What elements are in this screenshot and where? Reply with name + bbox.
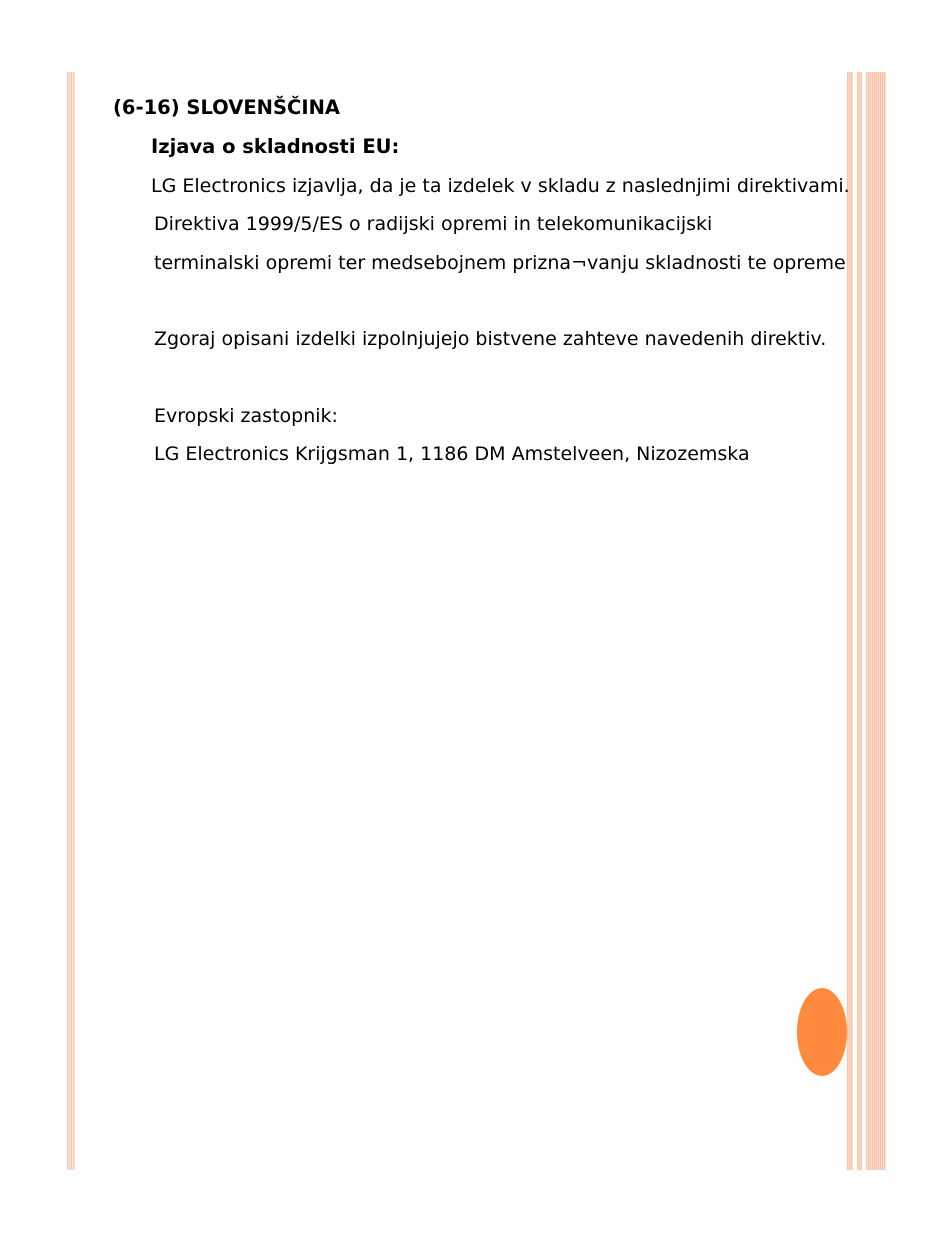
orange-oval-decoration <box>797 988 847 1076</box>
directive-line-1: Direktiva 1999/5/ES o radijski opremi in telekomunikacijski <box>154 213 713 235</box>
right-decorative-stripe <box>857 72 862 1170</box>
section-heading: (6-16) SLOVENŠČINA <box>113 96 340 119</box>
representative-address: LG Electronics Krijgsman 1, 1186 DM Amstelveen, Nizozemska <box>154 443 750 465</box>
right-decorative-stripe <box>866 72 886 1170</box>
declaration-title: Izjava o skladnosti EU: <box>151 135 400 158</box>
declaration-statement: LG Electronics izjavlja, da je ta izdelek v skladu z naslednjimi direktivami. <box>151 175 850 197</box>
right-decorative-stripe <box>847 72 853 1170</box>
left-decorative-border <box>67 72 75 1170</box>
representative-label: Evropski zastopnik: <box>154 405 338 427</box>
directive-line-2: terminalski opremi ter medsebojnem prizna¬vanju skladnosti te opreme <box>154 252 846 274</box>
compliance-statement: Zgoraj opisani izdelki izpolnjujejo bistvene zahteve navedenih direktiv. <box>154 328 827 350</box>
